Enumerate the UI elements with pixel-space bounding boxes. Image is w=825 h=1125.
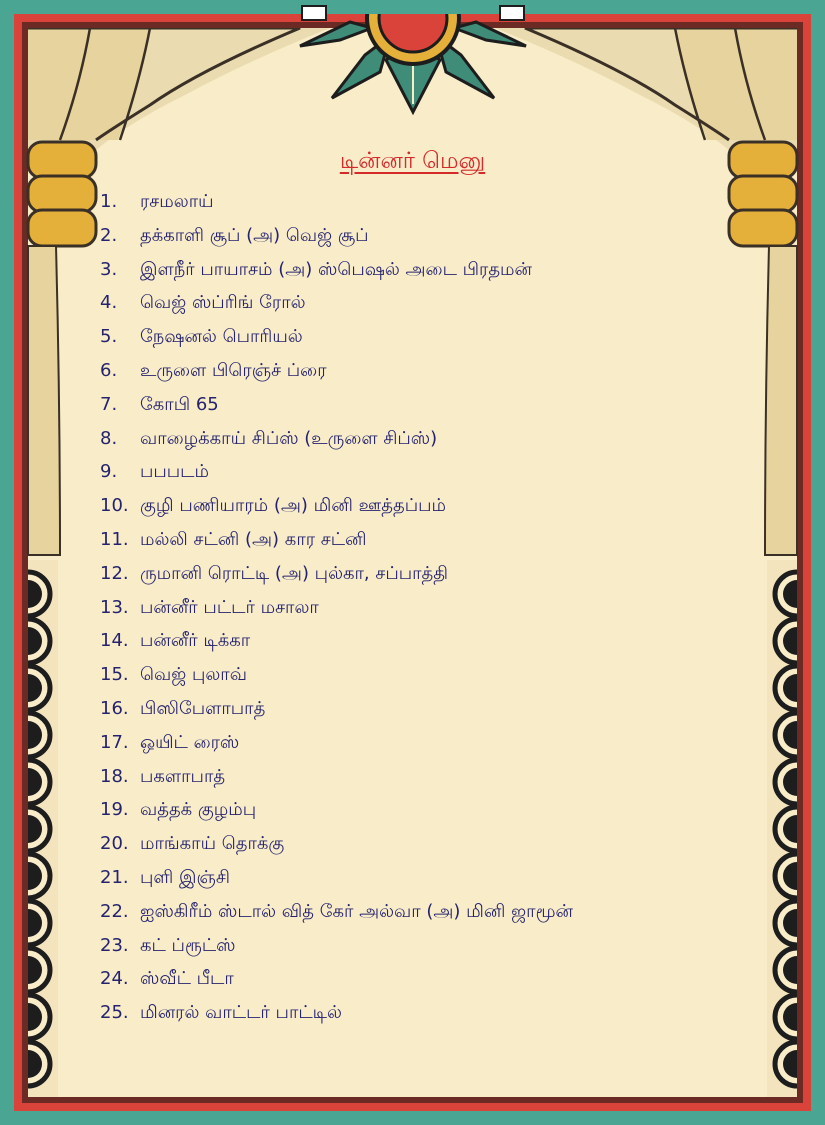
menu-item-text: நேஷனல் பொரியல் [140,326,303,348]
menu-item [100,455,573,489]
menu-item-number: 7. [100,393,118,415]
menu-item [100,557,573,591]
menu-title-text: டின்னர் மெனு [339,148,486,174]
menu-item-text: மினரல் வாட்டர் பாட்டில் [140,1002,342,1024]
menu-item [100,895,573,929]
menu-item-text: ருமானி ரொட்டி (அ) புல்கா, சப்பாத்தி [140,562,449,584]
menu-item [100,388,573,422]
menu-title [0,146,825,176]
menu-item-text: கோபி 65 [140,393,219,415]
menu-item [100,658,573,692]
menu-item [100,591,573,625]
menu-item-text: கட் ப்ரூட்ஸ் [140,934,236,956]
menu-item [100,219,573,253]
menu-item-text: பன்னீர் பட்டர் மசாலா [140,596,319,618]
menu-item-text: தக்காளி சூப் (அ) வெஜ் சூப் [140,224,369,246]
menu-item-number: 16. [100,697,129,719]
menu-item-number: 21. [100,866,129,888]
menu-item [100,422,573,456]
menu-item-number: 13. [100,596,129,618]
menu-item-text: பகளாபாத் [140,765,226,787]
menu-item-number: 12. [100,562,129,584]
menu-item-text: ரசமலாய் [140,191,214,212]
menu-item [100,624,573,658]
menu-item [100,489,573,523]
menu-item-text: இளநீர் பாயாசம் (அ) ஸ்பெஷல் அடை பிரதமன் [140,258,533,280]
menu-item-text: ஐஸ்கிரீம் ஸ்டால் வித் கேர் அல்வா (அ) மினி ஜாமூன் [140,900,573,922]
menu-item-number: 8. [100,427,118,449]
menu-item [100,286,573,320]
menu-item-text: ஒயிட் ரைஸ் [140,731,240,753]
menu-item-text: வெஜ் புலாவ் [140,664,247,686]
menu-item-number: 3. [100,258,118,280]
menu-item-number: 24. [100,968,129,990]
menu-item [100,354,573,388]
menu-item-text: மாங்காய் தொக்கு [140,833,285,855]
menu-item [100,692,573,726]
menu-item-text: மல்லி சட்னி (அ) கார சட்னி [140,528,367,550]
menu-item-number: 11. [100,528,129,550]
menu-item [100,793,573,827]
menu-item-text: வத்தக் குழம்பு [140,799,257,821]
menu-item [100,996,573,1030]
menu-item [100,827,573,861]
menu-item-number: 9. [100,461,118,483]
menu-item-number: 15. [100,664,129,686]
menu-item-number: 19. [100,799,129,821]
menu-item-number: 10. [100,495,129,517]
menu-item-number: 1. [100,191,118,212]
menu-item [100,185,573,219]
menu-item-text: வெஜ் ஸ்ப்ரிங் ரோல் [140,292,306,314]
menu-item-number: 4. [100,292,118,314]
menu-item-number: 18. [100,765,129,787]
menu-item-text: பிஸிபேளாபாத் [140,697,266,719]
menu-item-number: 2. [100,224,118,246]
menu-item [100,929,573,963]
menu-item [100,726,573,760]
menu-item-text: வாழைக்காய் சிப்ஸ் (உருளை சிப்ஸ்) [140,427,438,449]
menu-list [100,185,573,1030]
menu-item-text: புளி இஞ்சி [140,866,230,888]
menu-item-text: உருளை பிரெஞ்ச் ப்ரை [140,359,327,381]
menu-item [100,760,573,794]
menu-item [100,253,573,287]
menu-item-text: பபபடம் [140,461,209,483]
menu-item-text: பன்னீர் டிக்கா [140,630,251,652]
menu-item-text: குழி பணியாரம் (அ) மினி ஊத்தப்பம் [140,495,446,517]
menu-item-number: 20. [100,833,129,855]
menu-item-number: 22. [100,900,129,922]
menu-item [100,320,573,354]
menu-item-number: 5. [100,326,118,348]
menu-item [100,861,573,895]
menu-item-number: 17. [100,731,129,753]
menu-item-number: 23. [100,934,129,956]
menu-item-number: 25. [100,1002,129,1024]
menu-item [100,523,573,557]
menu-item-text: ஸ்வீட் பீடா [140,968,234,990]
menu-item-number: 6. [100,359,118,381]
menu-item-number: 14. [100,630,129,652]
menu-item [100,962,573,996]
